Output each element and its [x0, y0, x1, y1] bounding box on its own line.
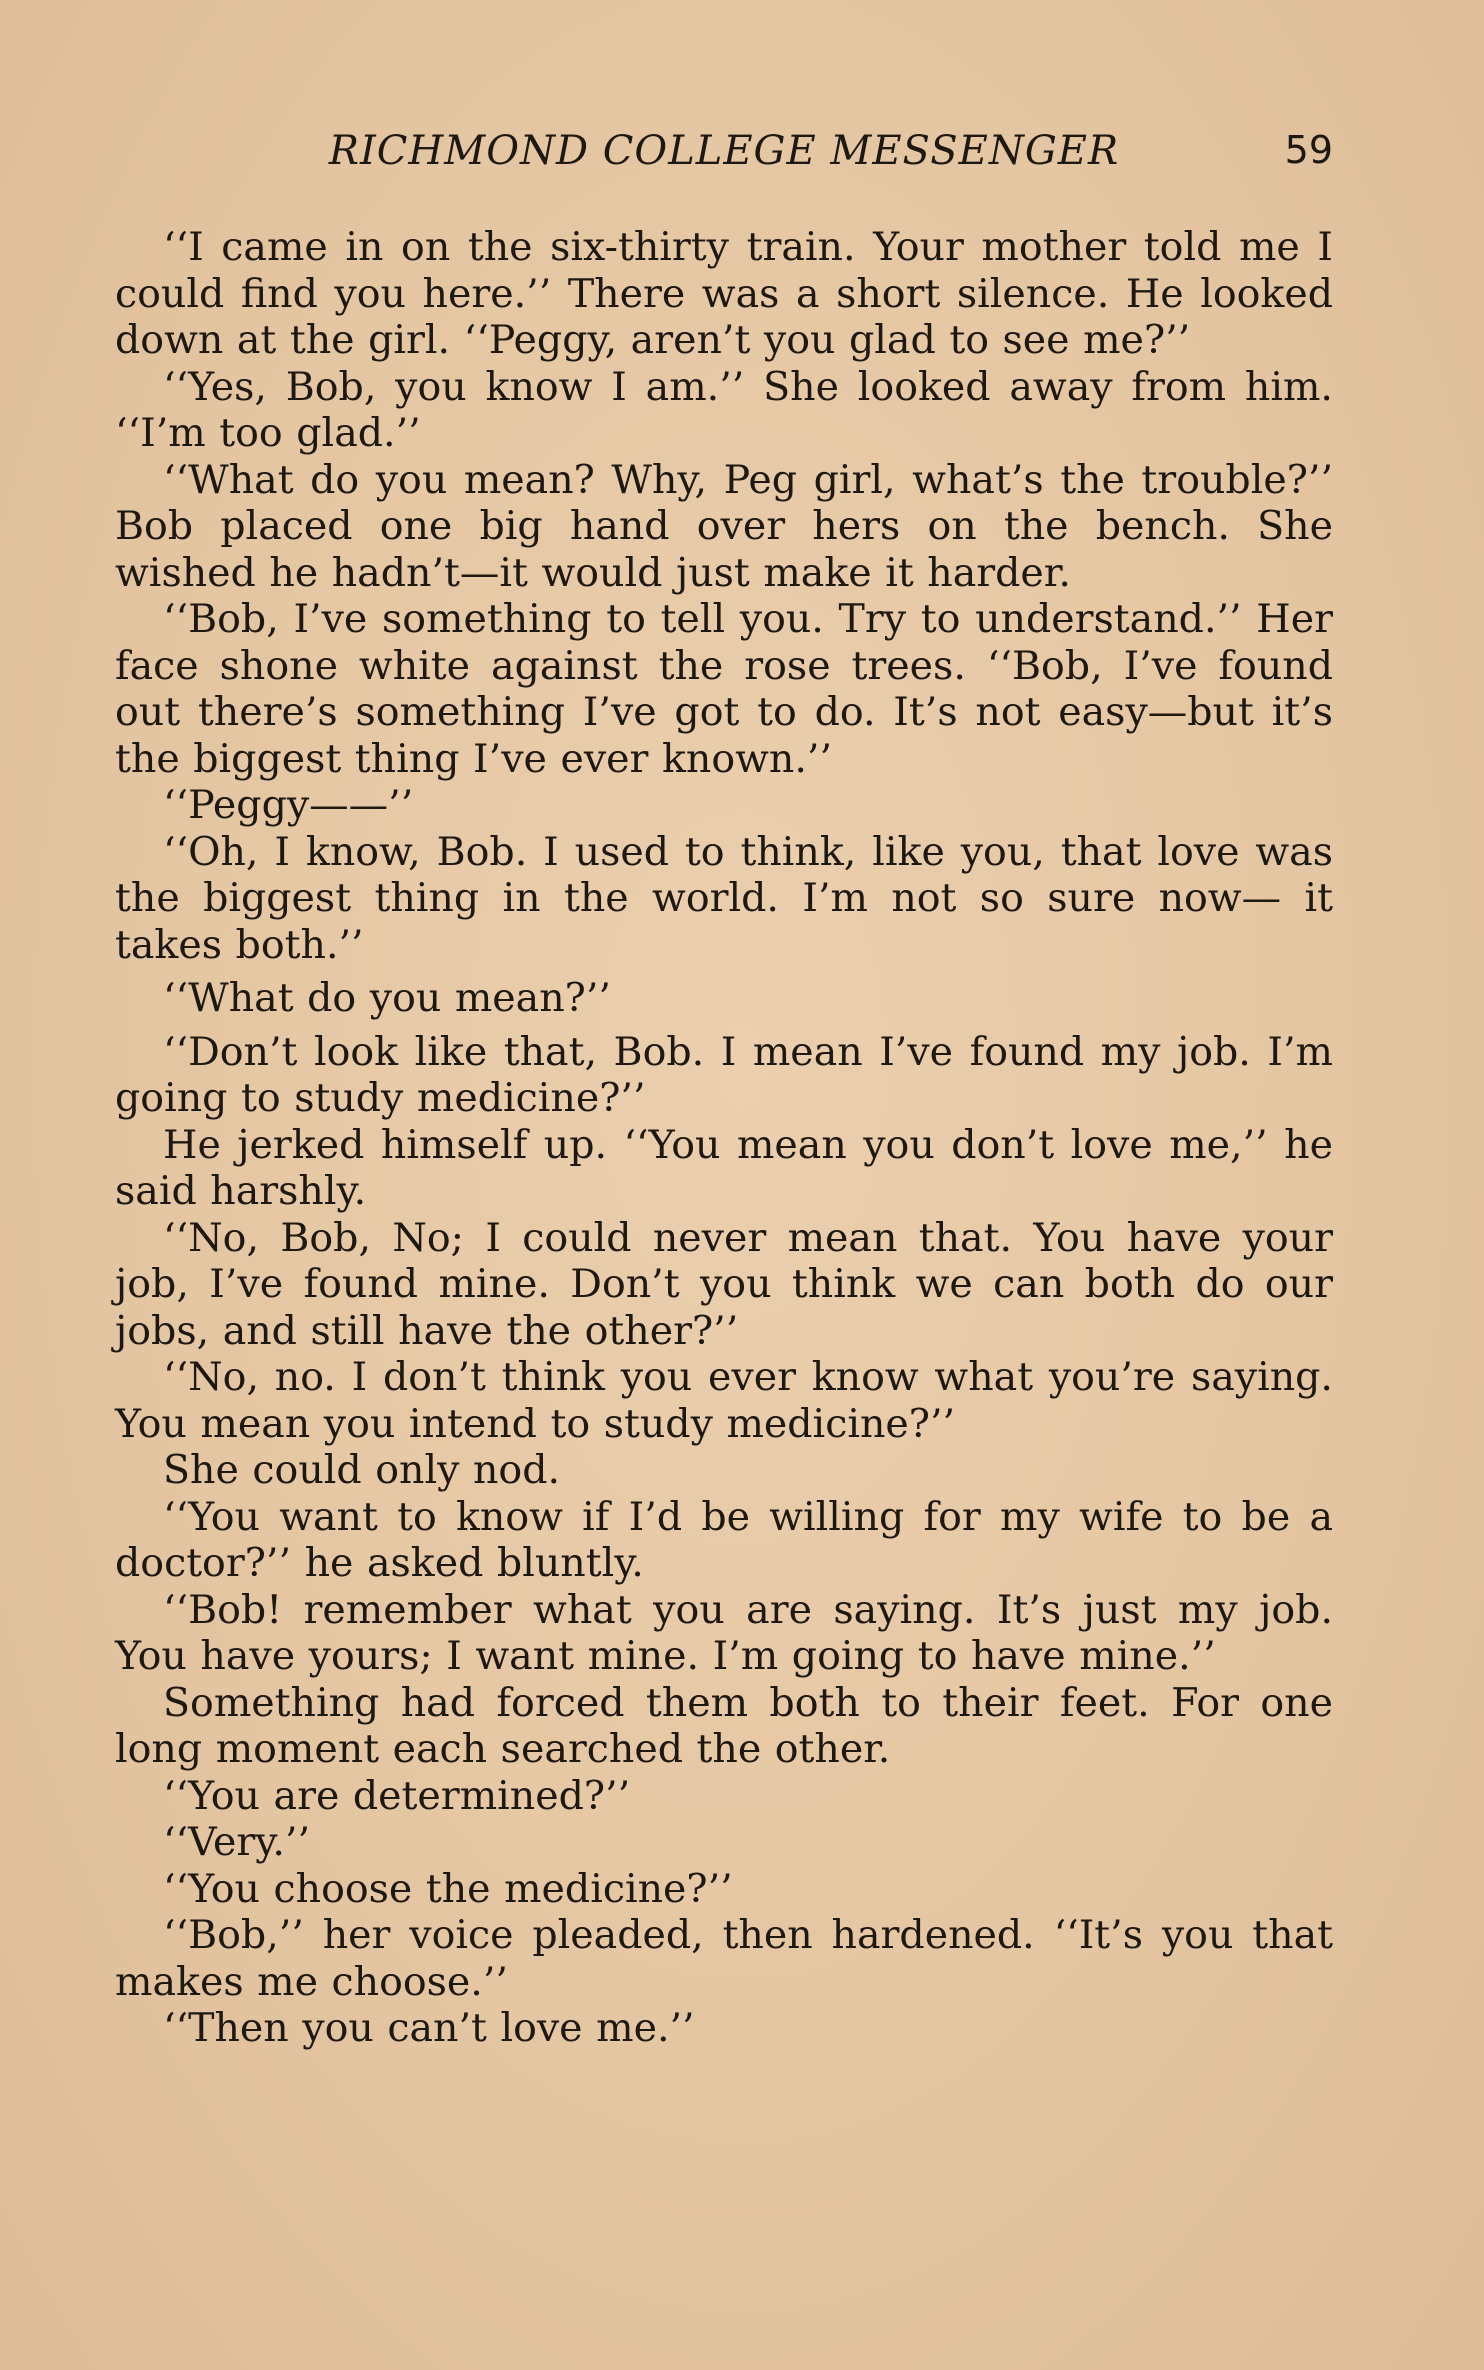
paragraph: ‘‘You are determined?’’	[163, 1772, 631, 1819]
paragraph: ‘‘I came in on the six-thirty train. Your mother told me I could find you here.’’ There was a short silence. He looked down at the girl. ‘‘Peggy, aren’t you glad to see me?’’	[115, 224, 1333, 363]
running-title: RICHMOND COLLEGE MESSENGER	[328, 128, 1120, 174]
page-header	[115, 128, 1333, 188]
paragraph: ‘‘Bob,’’ her voice pleaded, then hardened. ‘‘It’s you that makes me choose.’’	[115, 1912, 1333, 2005]
paragraph: ‘‘Bob, I’ve something to tell you. Try to understand.’’ Her face shone white against the rose trees. ‘‘Bob, I’ve found out there’s something I’ve got to do. It’s not easy—but it’s the biggest thing I’ve ever known.’’	[115, 596, 1333, 782]
paragraph: ‘‘What do you mean?’’	[163, 975, 611, 1021]
paragraph: ‘‘No, Bob, No; I could never mean that. You have your job, I’ve found mine. Don’t you think we can both do our jobs, and still have the other?’’	[115, 1214, 1333, 1354]
paragraph: ‘‘Yes, Bob, you know I am.’’ She looked away from him. ‘‘I’m too glad.’’	[115, 363, 1333, 456]
paragraph: ‘‘You want to know if I’d be willing for my wife to be a doctor?’’ he asked bluntly.	[115, 1493, 1333, 1586]
paragraph: ‘‘Don’t look like that, Bob. I mean I’ve found my job. I’m going to study medicine?’’	[115, 1028, 1333, 1121]
paragraph: Something had forced them both to their feet. For one long moment each searched the other.	[115, 1679, 1333, 1772]
page-number: 59	[1284, 128, 1333, 172]
paragraph: ‘‘Very.’’	[163, 1819, 311, 1865]
body-text	[115, 224, 1333, 2052]
paragraph: ‘‘Peggy——’’	[163, 782, 414, 828]
paragraph: He jerked himself up. ‘‘You mean you don’t love me,’’ he said harshly.	[115, 1121, 1333, 1214]
paragraph: ‘‘Oh, I know, Bob. I used to think, like you, that love was the biggest thing in the world. I’m not so sure now— it takes both.’’	[115, 828, 1333, 968]
paragraph: ‘‘Then you can’t love me.’’	[163, 2005, 695, 2051]
paragraph: ‘‘No, no. I don’t think you ever know what you’re saying. You mean you intend to study medicine?’’	[115, 1354, 1333, 1447]
paragraph: She could only nod.	[163, 1447, 561, 1493]
paragraph: ‘‘You choose the medicine?’’	[163, 1865, 733, 1912]
paragraph: ‘‘Bob! remember what you are saying. It’s just my job. You have yours; I want mine. I’m going to have mine.’’	[115, 1586, 1333, 1679]
paragraph: ‘‘What do you mean? Why, Peg girl, what’s the trouble?’’ Bob placed one big hand over hers on the bench. She wished he hadn’t—it would just make it harder.	[115, 456, 1333, 596]
